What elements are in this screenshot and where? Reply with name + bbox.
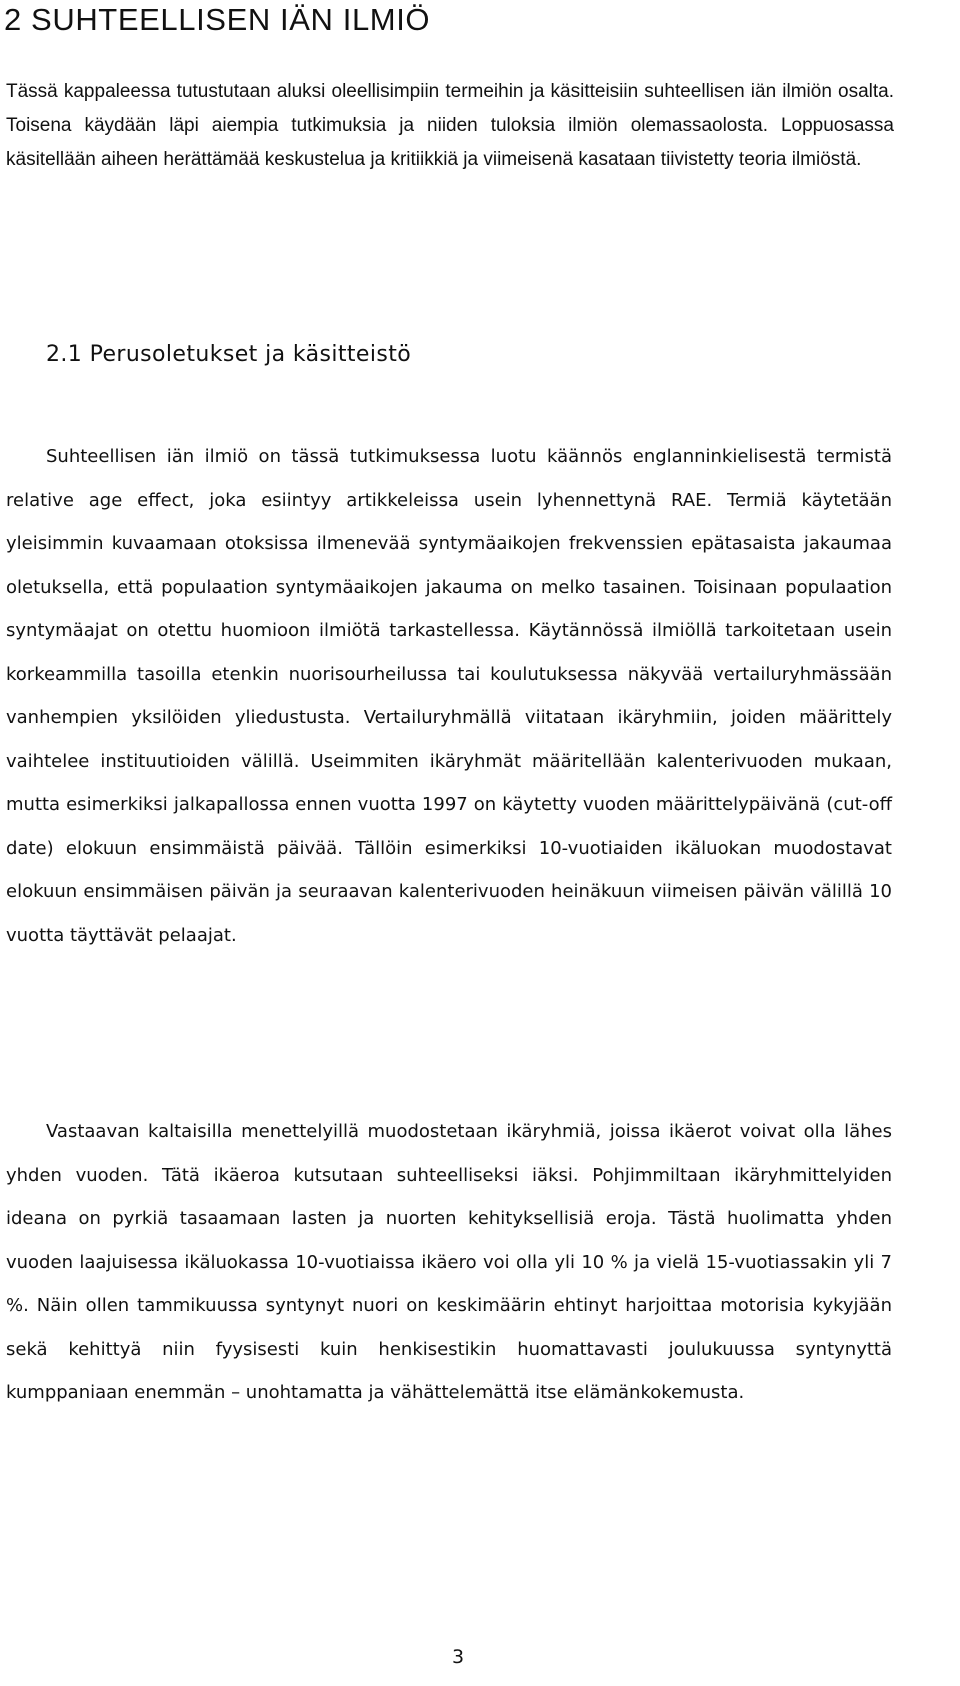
- body-paragraph-2: Vastaavan kaltaisilla menettelyillä muodostetaan ikäryhmiä, joissa ikäerot voivat olla lähes yhden vuoden. Tätä ikäeroa kutsutaan suhteelliseksi iäksi. Pohjimmiltaan ikäryhmittelyiden ideana on pyrkiä tasaamaan lasten ja nuorten kehityksellisiä eroja. Tästä huolimatta yhden vuoden laajuisessa ikäluokassa 10-vuotiaissa ikäero voi olla yli 10 % ja vielä 15-vuotiassakin yli 7 %. Näin ollen tammikuussa syntynyt nuori on keskimäärin ehtinyt harjoittaa motorisia kykyjään sekä kehittyä niin fyysisesti kuin henkisestikin huomattavasti joulukuussa syntynyttä kumppaniaan enemmän – unohtamatta ja vähättelemättä itse elämänkokemusta.: [6, 1121, 892, 1403]
- page-number: 3: [452, 1646, 465, 1668]
- intro-paragraph: Tässä kappaleessa tutustutaan aluksi oleellisimpiin termeihin ja käsitteisiin suhteellisen iän ilmiön osalta. Toisena käydään läpi aiempia tutkimuksia ja niiden tuloksia ilmiön olemassaolosta. Loppuosassa käsitellään aiheen herättämää keskustelua ja kritiikkiä ja viimeisenä kasataan tiivistetty teoria ilmiöstä.: [6, 81, 894, 170]
- chapter-title: 2 SUHTEELLISEN IÄN ILMIÖ: [4, 2, 431, 37]
- section-title: 2.1 Perusoletukset ja käsitteistö: [46, 342, 412, 367]
- body-paragraph-1: Suhteellisen iän ilmiö on tässä tutkimuksessa luotu käännös englanninkielisestä termistä relative age effect, joka esiintyy artikkeleissa usein lyhennettynä RAE. Termiä käytetään yleisimmin kuvaamaan otoksissa ilmenevää syntymäaikojen frekvenssien epätasaista jakaumaa oletuksella, että populaation syntymäaikojen jakauma on melko tasainen. Toisinaan populaation syntymäajat on otettu huomioon ilmiötä tarkastellessa. Käytännössä ilmiöllä tarkoitetaan usein korkeammilla tasoilla etenkin nuorisourheilussa tai koulutuksessa näkyvää vertailuryhmässään vanhempien yksilöiden yliedustusta. Vertailuryhmällä viitataan ikäryhmiin, joiden määrittely vaihtelee instituutioiden välillä. Useimmiten ikäryhmät määritellään kalenterivuoden mukaan, mutta esimerkiksi jalkapallossa ennen vuotta 1997 on käytetty vuoden määrittelypäivänä (cut-off date) elokuun ensimmäistä päivää. Tällöin esimerkiksi 10-vuotiaiden ikäluokan muodostavat elokuun ensimmäisen päivän ja seuraavan kalenterivuoden heinäkuun viimeisen päivän välillä 10 vuotta täyttävät pelaajat.: [6, 446, 892, 946]
